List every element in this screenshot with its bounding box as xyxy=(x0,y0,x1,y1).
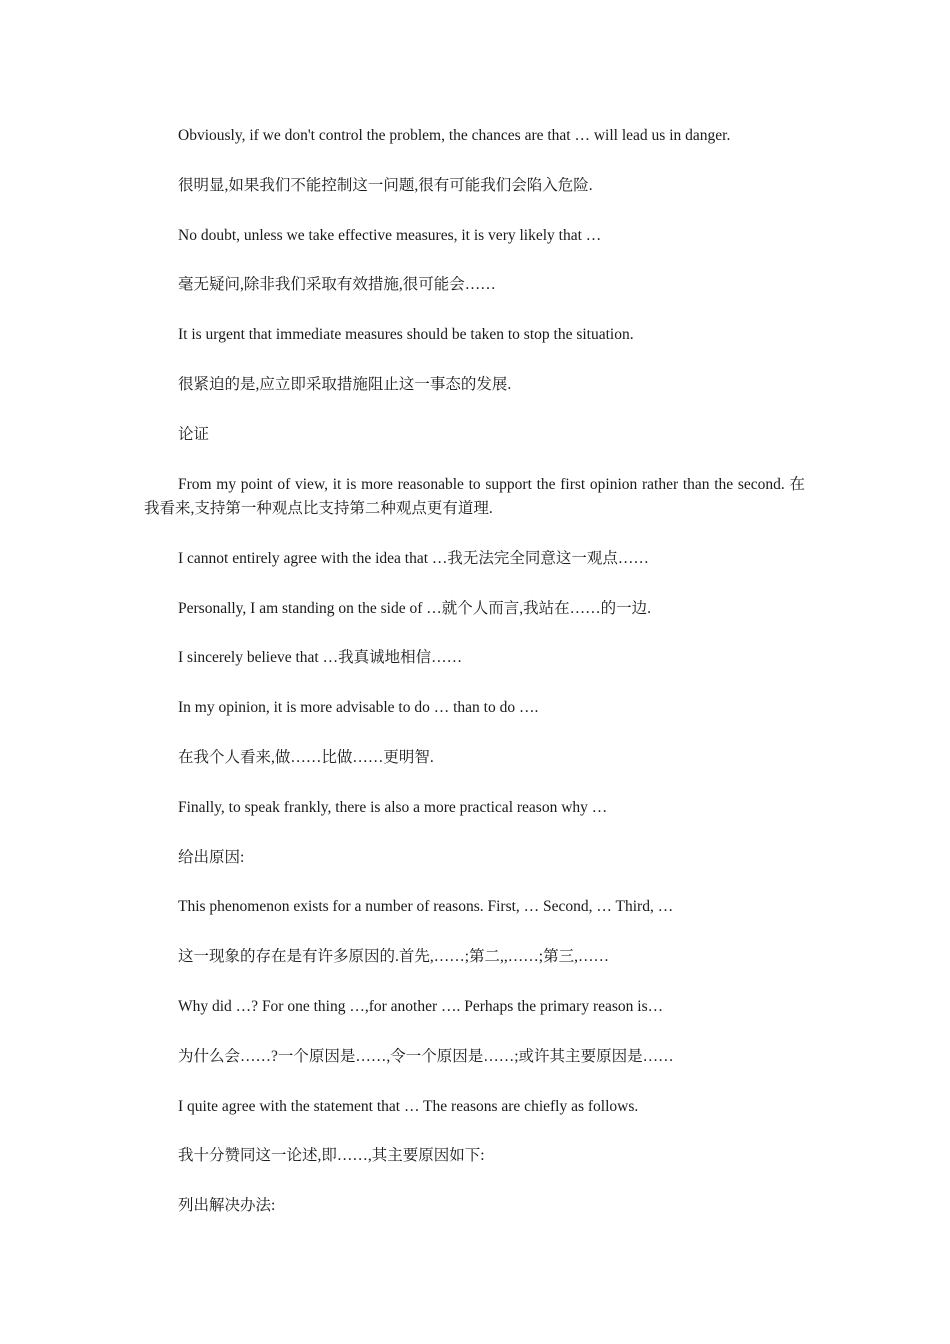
paragraph: 毫无疑问,除非我们采取有效措施,很可能会…… xyxy=(178,276,496,294)
paragraph: I sincerely believe that …我真诚地相信…… xyxy=(178,649,463,667)
paragraph: 在我个人看来,做……比做……更明智. xyxy=(178,749,434,767)
paragraph: Why did …? For one thing …,for another …. Perhaps the primary reason is… xyxy=(178,998,664,1016)
paragraph: 我十分赞同这一论述,即……,其主要原因如下: xyxy=(178,1147,485,1165)
paragraph: 很紧迫的是,应立即采取措施阻止这一事态的发展. xyxy=(178,375,512,393)
paragraph: This phenomenon exists for a number of reasons. First, … Second, … Third, … xyxy=(178,898,674,916)
document-body xyxy=(144,124,805,1244)
paragraph: I cannot entirely agree with the idea that …我无法完全同意这一观点…… xyxy=(178,549,649,567)
paragraph: From my point of view, it is more reasonable to support the first opinion rather than the second. 在我看来,支持第一种观点比支持第二种观点更有道理. xyxy=(144,475,805,518)
paragraph: 很明显,如果我们不能控制这一问题,很有可能我们会陷入危险. xyxy=(178,176,593,194)
paragraph: It is urgent that immediate measures should be taken to stop the situation. xyxy=(178,326,634,344)
paragraph: No doubt, unless we take effective measures, it is very likely that … xyxy=(178,226,602,244)
paragraph: I quite agree with the statement that … The reasons are chiefly as follows. xyxy=(178,1097,639,1115)
paragraph: Finally, to speak frankly, there is also a more practical reason why … xyxy=(178,798,608,816)
paragraph: 这一现象的存在是有许多原因的.首先,……;第二,,……;第三,…… xyxy=(178,948,609,966)
paragraph: 为什么会……?一个原因是……,令一个原因是……;或许其主要原因是…… xyxy=(178,1047,674,1065)
section-heading: 给出原因: xyxy=(178,848,245,866)
paragraph: In my opinion, it is more advisable to do … than to do …. xyxy=(178,699,539,717)
section-heading: 论证 xyxy=(178,425,210,443)
paragraph: Personally, I am standing on the side of …就个人而言,我站在……的一边. xyxy=(178,599,651,617)
section-heading: 列出解决办法: xyxy=(178,1197,276,1215)
paragraph: Obviously, if we don't control the problem, the chances are that … will lead us in danger. xyxy=(178,127,731,144)
